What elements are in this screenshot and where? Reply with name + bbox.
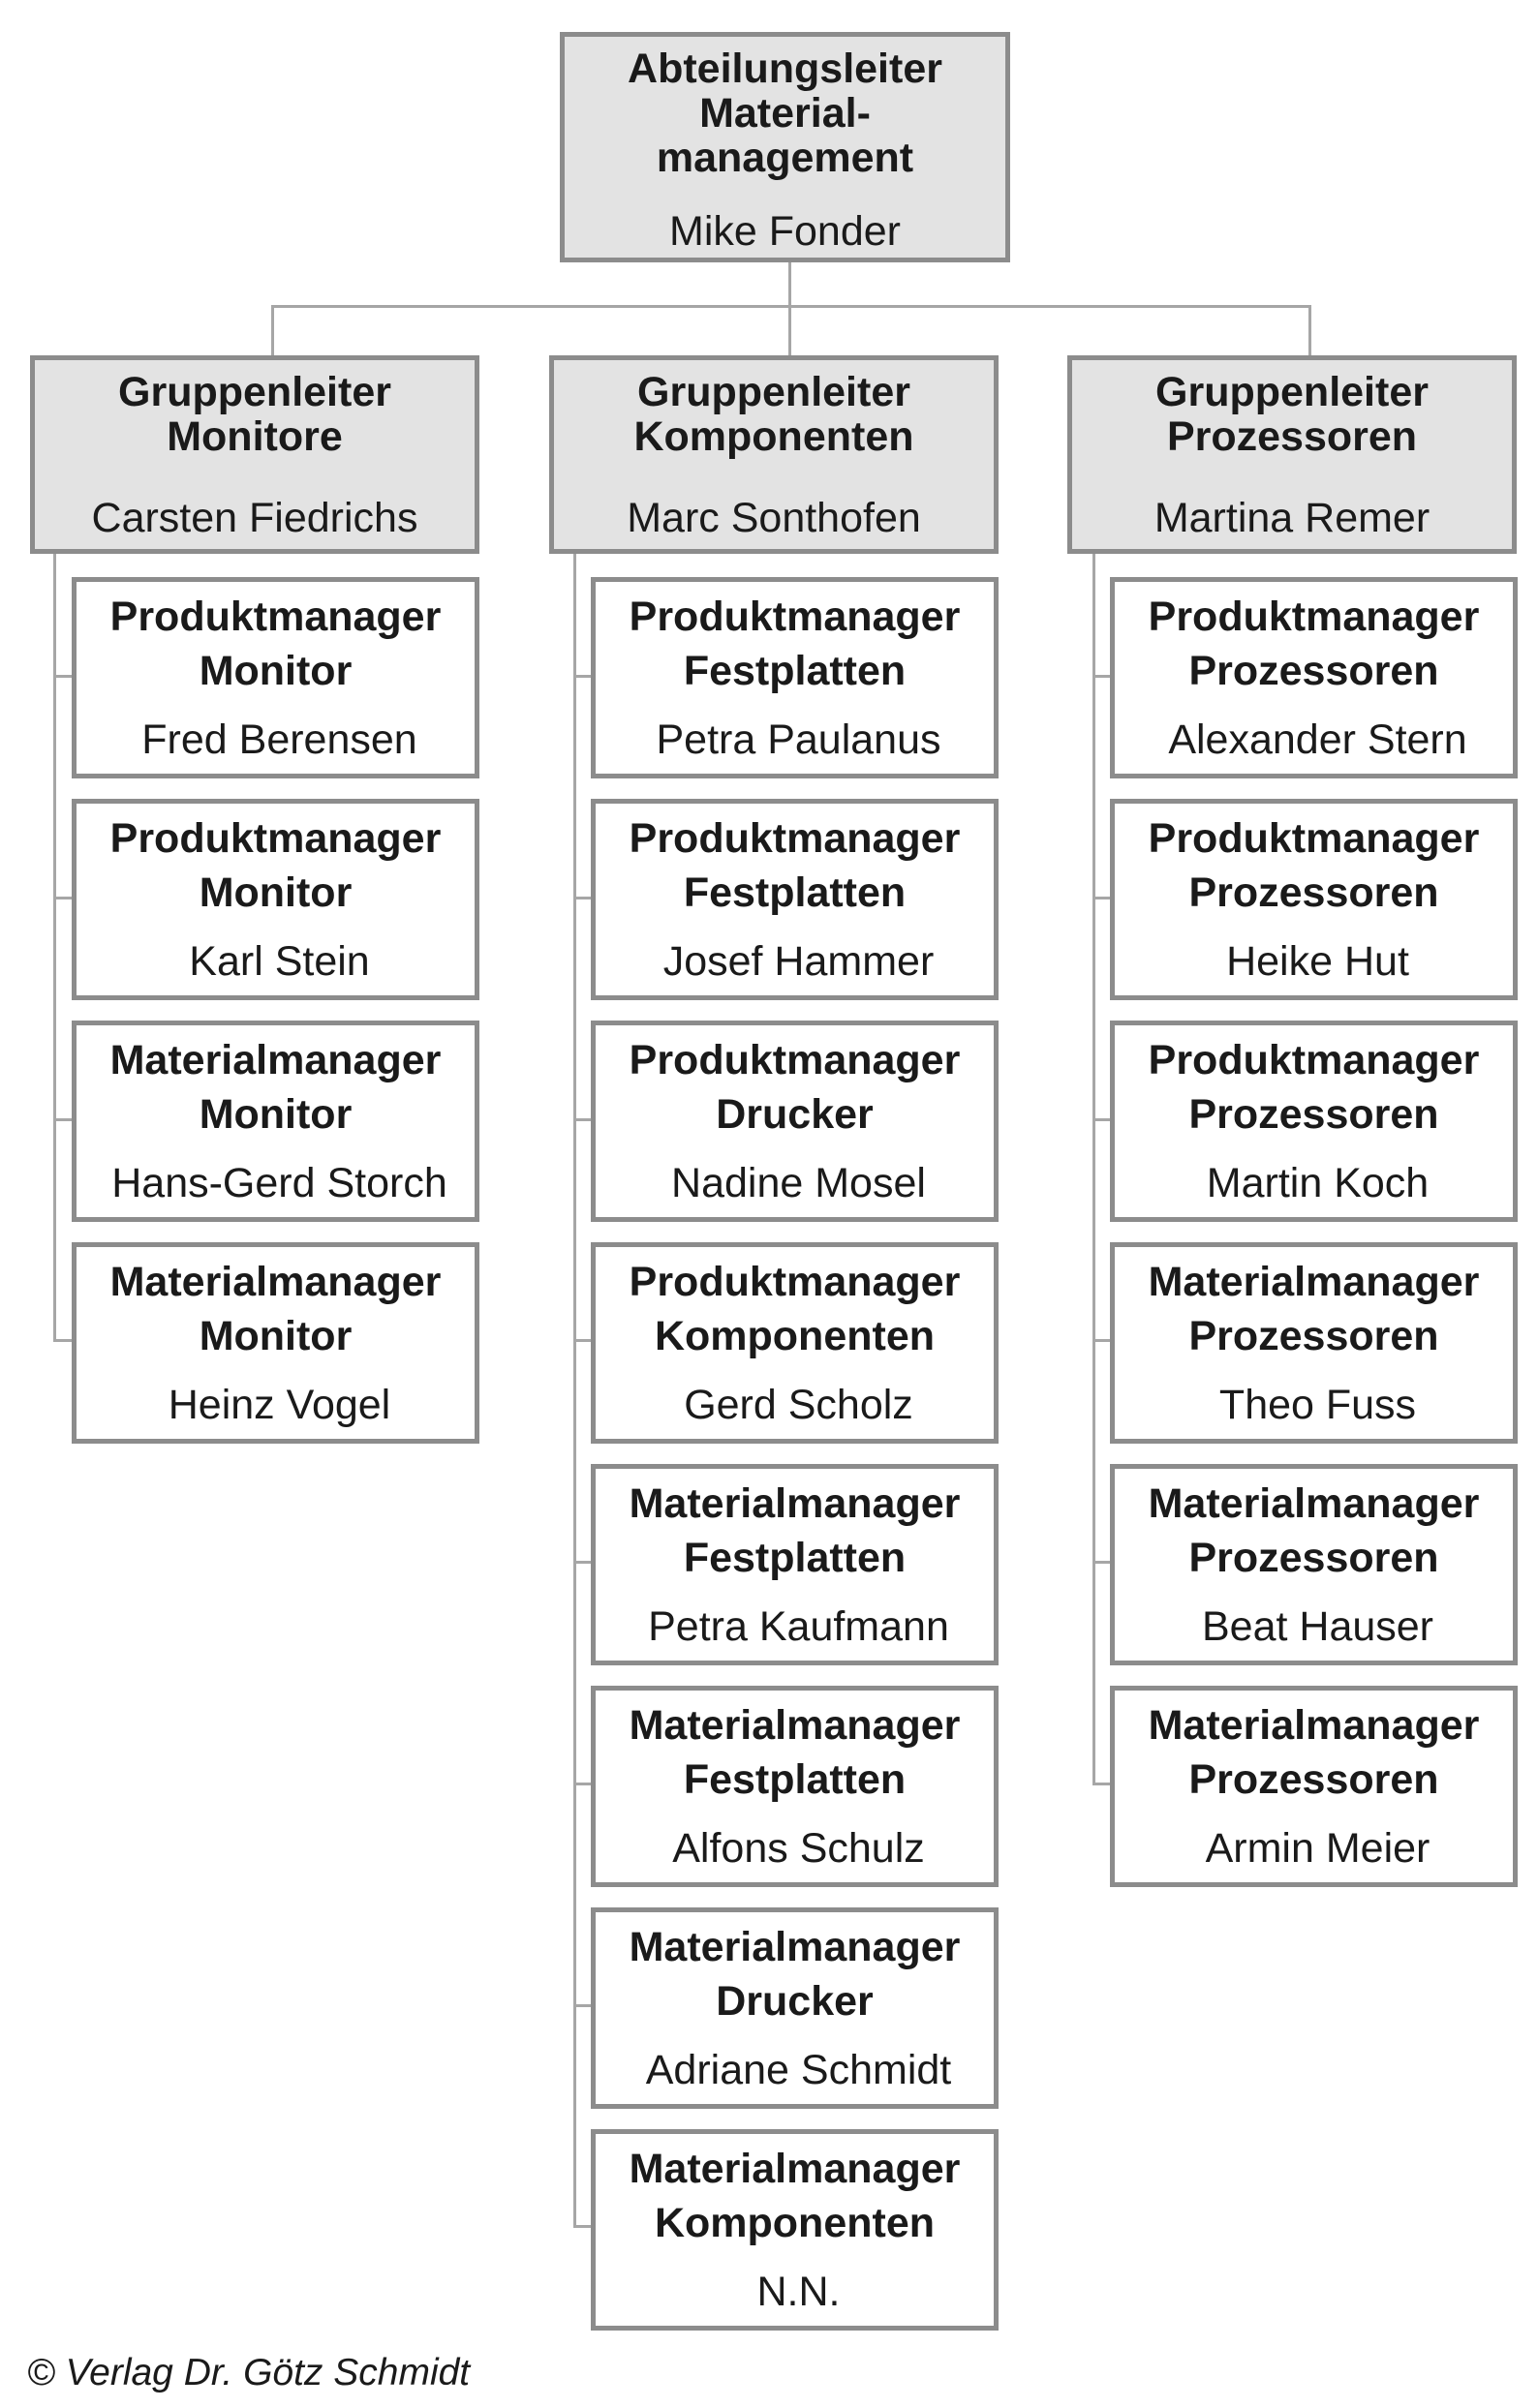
member-box	[591, 2129, 999, 2331]
member-box	[1110, 577, 1518, 778]
member-name: Alfons Schulz	[672, 1825, 925, 1872]
member-name: Petra Paulanus	[656, 716, 941, 763]
group-3-connector	[1308, 305, 1311, 355]
member-box	[1110, 1686, 1518, 1887]
copyright-footer: © Verlag Dr. Götz Schmidt	[27, 2352, 471, 2393]
head-connector	[788, 261, 791, 355]
group-box-prozessoren	[1067, 355, 1517, 554]
member-box	[591, 1242, 999, 1444]
group-name: Marc Sonthofen	[627, 495, 921, 541]
member-title: Materialmanager Prozessoren	[1148, 1702, 1480, 1803]
member-name: Beat Hauser	[1201, 1603, 1434, 1650]
spine-komponenten	[573, 554, 576, 2225]
group-bar	[271, 305, 1311, 308]
member-box	[591, 1686, 999, 1887]
group-box-monitore	[30, 355, 479, 554]
head-box	[560, 32, 1010, 262]
group-title: Gruppenleiter Komponenten	[633, 369, 914, 460]
head-title: Abteilungsleiter Material- management	[628, 46, 942, 181]
member-title: Materialmanager Festplatten	[629, 1480, 961, 1581]
member-title: Produktmanager Drucker	[629, 1037, 961, 1138]
member-title: Materialmanager Monitor	[109, 1037, 442, 1138]
member-name: Martin Koch	[1206, 1160, 1430, 1206]
member-name: Heike Hut	[1226, 938, 1409, 985]
member-box	[72, 1242, 479, 1444]
member-name: Alexander Stern	[1168, 716, 1467, 763]
member-title: Produktmanager Prozessoren	[1148, 815, 1480, 916]
member-title: Materialmanager Festplatten	[629, 1702, 961, 1803]
member-title: Materialmanager Drucker	[629, 1924, 961, 2025]
member-name: Fred Berensen	[141, 716, 417, 763]
member-box	[591, 577, 999, 778]
member-box	[72, 1021, 479, 1222]
member-name: Karl Stein	[189, 938, 370, 985]
member-name: N.N.	[756, 2269, 841, 2315]
member-box	[591, 1464, 999, 1665]
member-box	[591, 1021, 999, 1222]
member-name: Josef Hammer	[662, 938, 935, 985]
member-name: Petra Kaufmann	[648, 1603, 949, 1650]
member-box	[591, 1907, 999, 2109]
member-box	[1110, 1021, 1518, 1222]
member-title: Produktmanager Komponenten	[629, 1259, 961, 1359]
member-box	[591, 799, 999, 1000]
member-box	[1110, 1242, 1518, 1444]
member-name: Heinz Vogel	[168, 1382, 391, 1428]
group-box-komponenten	[549, 355, 999, 554]
member-title: Produktmanager Festplatten	[629, 815, 961, 916]
spine-prozessoren	[1092, 554, 1095, 1783]
group-title: Gruppenleiter Prozessoren	[1155, 369, 1429, 460]
member-title: Produktmanager Monitor	[109, 594, 442, 694]
member-box	[72, 577, 479, 778]
member-box	[1110, 1464, 1518, 1665]
member-title: Produktmanager Festplatten	[629, 594, 961, 694]
member-name: Armin Meier	[1205, 1825, 1430, 1872]
member-box	[72, 799, 479, 1000]
member-name: Nadine Mosel	[671, 1160, 926, 1206]
member-title: Produktmanager Prozessoren	[1148, 594, 1480, 694]
member-title: Produktmanager Monitor	[109, 815, 442, 916]
group-1-connector	[271, 305, 274, 355]
member-title: Materialmanager Monitor	[109, 1259, 442, 1359]
member-title: Materialmanager Prozessoren	[1148, 1480, 1480, 1581]
member-title: Materialmanager Komponenten	[629, 2146, 961, 2246]
member-name: Adriane Schmidt	[645, 2047, 952, 2093]
group-name: Martina Remer	[1154, 495, 1430, 541]
spine-monitore	[53, 554, 56, 1339]
member-name: Gerd Scholz	[684, 1382, 913, 1428]
member-box	[1110, 799, 1518, 1000]
member-name: Theo Fuss	[1218, 1382, 1417, 1428]
member-title: Materialmanager Prozessoren	[1148, 1259, 1480, 1359]
member-name: Hans-Gerd Storch	[111, 1160, 447, 1206]
member-title: Produktmanager Prozessoren	[1148, 1037, 1480, 1138]
group-title: Gruppenleiter Monitore	[118, 369, 391, 460]
head-name: Mike Fonder	[669, 208, 901, 255]
group-name: Carsten Fiedrichs	[91, 495, 418, 541]
